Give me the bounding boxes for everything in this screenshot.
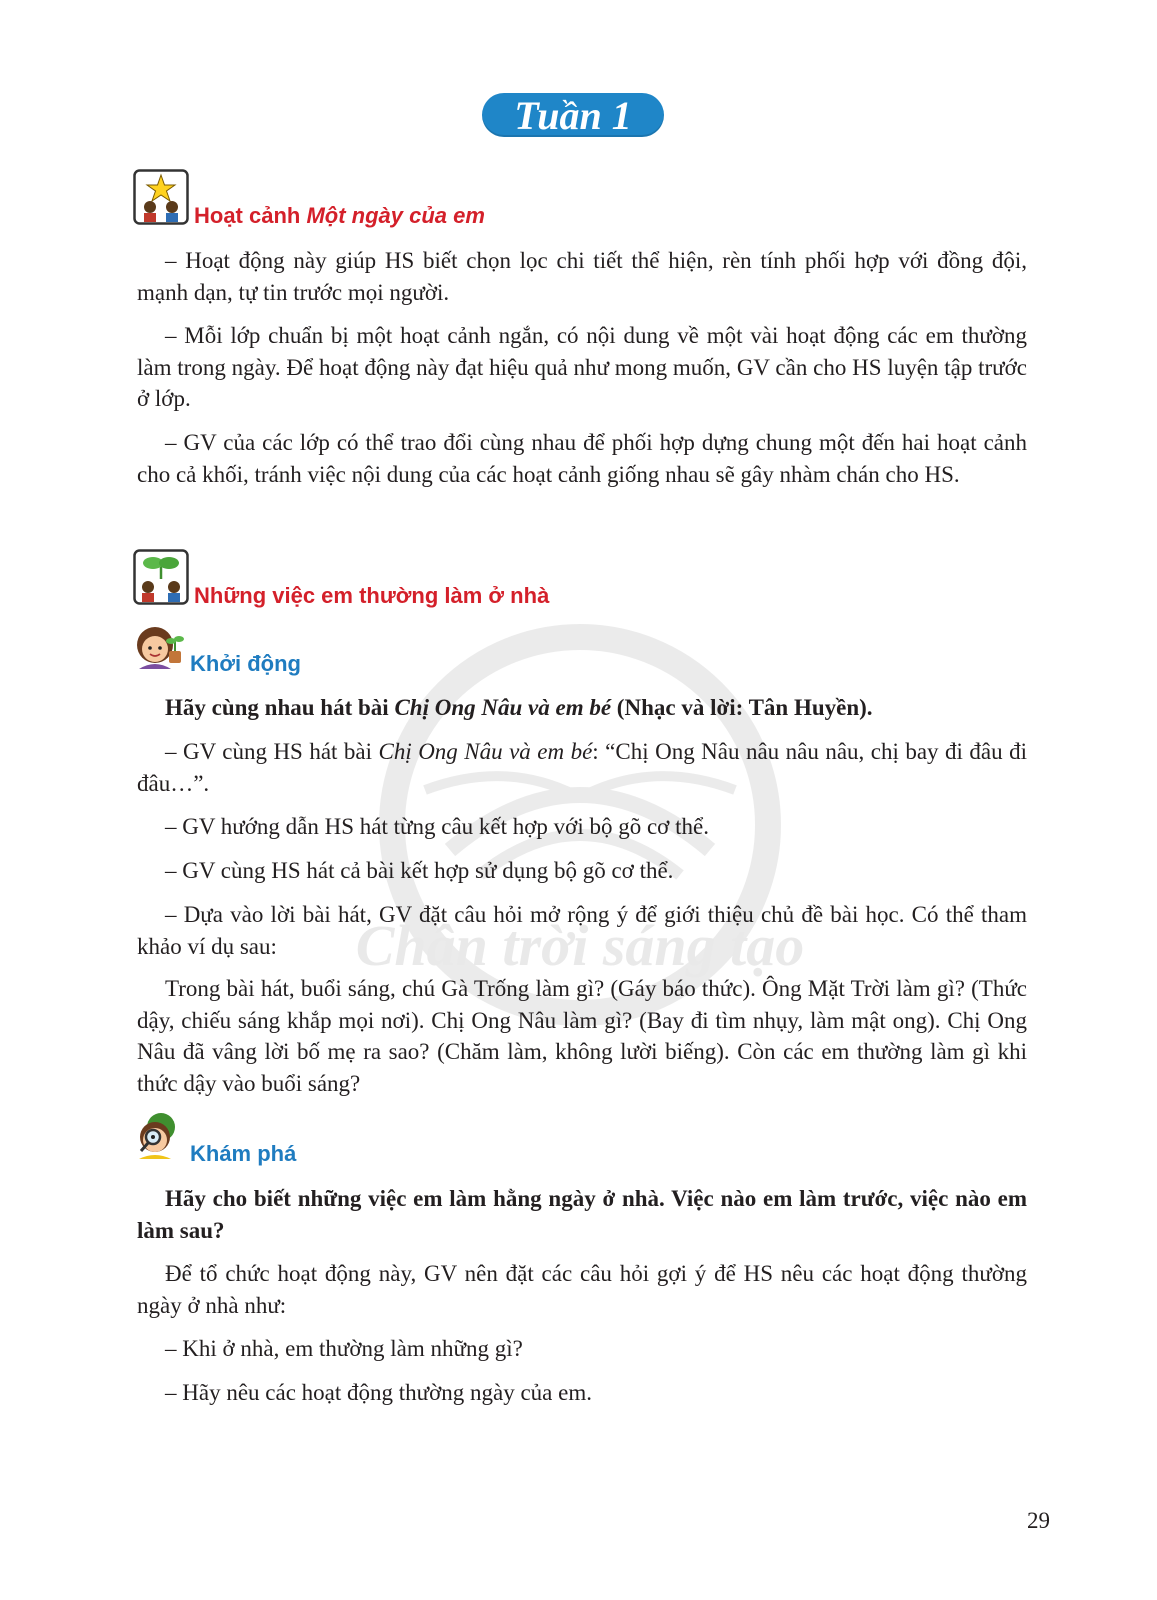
paragraph: – GV cùng HS hát bài Chị Ong Nâu và em bé: “Chị Ong Nâu nâu nâu nâu, chị bay đi đâu đi đâu…”. [137,739,1027,796]
paragraph: – Hãy nêu các hoạt động thường ngày của em. [165,1380,592,1405]
explore-magnifier-icon [131,1107,187,1163]
warmup-prompt: Hãy cùng nhau hát bài Chị Ong Nâu và em bé (Nhạc và lời: Tân Huyền). [165,695,873,720]
week-title: Tuần 1 [482,93,664,137]
plant-icon [133,549,189,605]
section-title-performance: Hoạt cảnh Một ngày của em [194,203,485,228]
paragraph: – Hoạt động này giúp HS biết chọn lọc chi tiết thể hiện, rèn tính phối hợp với đồng đội, mạnh dạn, tự tin trước mọi người. [137,248,1027,305]
paragraph: Để tổ chức hoạt động này, GV nên đặt các câu hỏi gợi ý để HS nêu các hoạt động thường ngày ở nhà như: [137,1261,1027,1318]
explore-prompt: Hãy cho biết những việc em làm hằng ngày ở nhà. Việc nào em làm trước, việc nào em làm sau? [137,1186,1027,1243]
paragraph: – GV hướng dẫn HS hát từng câu kết hợp với bộ gõ cơ thể. [165,814,709,839]
watermark-text: Chân trời sáng tạo [355,913,805,978]
paragraph: – GV của các lớp có thể trao đổi cùng nhau để phối hợp dựng chung một đến hai hoạt cảnh cho cả khối, tránh việc nội dung của các hoạt cảnh giống nhau sẽ gây nhàm chán cho HS. [137,430,1027,487]
page-number: 29 [1027,1508,1050,1533]
paragraph: Trong bài hát, buổi sáng, chú Gà Trống làm gì? (Gáy báo thức). Ông Mặt Trời làm gì? (Thức dậy, chiếu sáng khắp mọi nơi). Chị Ong Nâu làm gì? (Bay đi tìm nhụy, làm mật ong). Chị Ong Nâu đã vâng lời bố mẹ ra sao? (Chăm làm, không lười biếng). Còn các em thường làm gì khi thức dậy vào buổi sáng? [137,976,1027,1096]
warmup-girl-icon [131,619,187,675]
performance-stage-icon [133,169,189,225]
paragraph: – Mỗi lớp chuẩn bị một hoạt cảnh ngắn, có nội dung về một vài hoạt động các em thường làm trong ngày. Để hoạt động này đạt hiệu quả như mong muốn, GV cần cho HS luyện tập trước ở lớp. [137,323,1027,411]
subsection-title-warmup: Khởi động [190,651,301,676]
paragraph: – Khi ở nhà, em thường làm những gì? [165,1336,523,1361]
paragraph: – Dựa vào lời bài hát, GV đặt câu hỏi mở rộng ý để giới thiệu chủ đề bài học. Có thể tham khảo ví dụ sau: [137,902,1027,959]
subsection-title-explore: Khám phá [190,1141,297,1166]
paragraph: – GV cùng HS hát cả bài kết hợp sử dụng bộ gõ cơ thể. [165,858,674,883]
section-title-home-activities: Những việc em thường làm ở nhà [194,583,550,608]
